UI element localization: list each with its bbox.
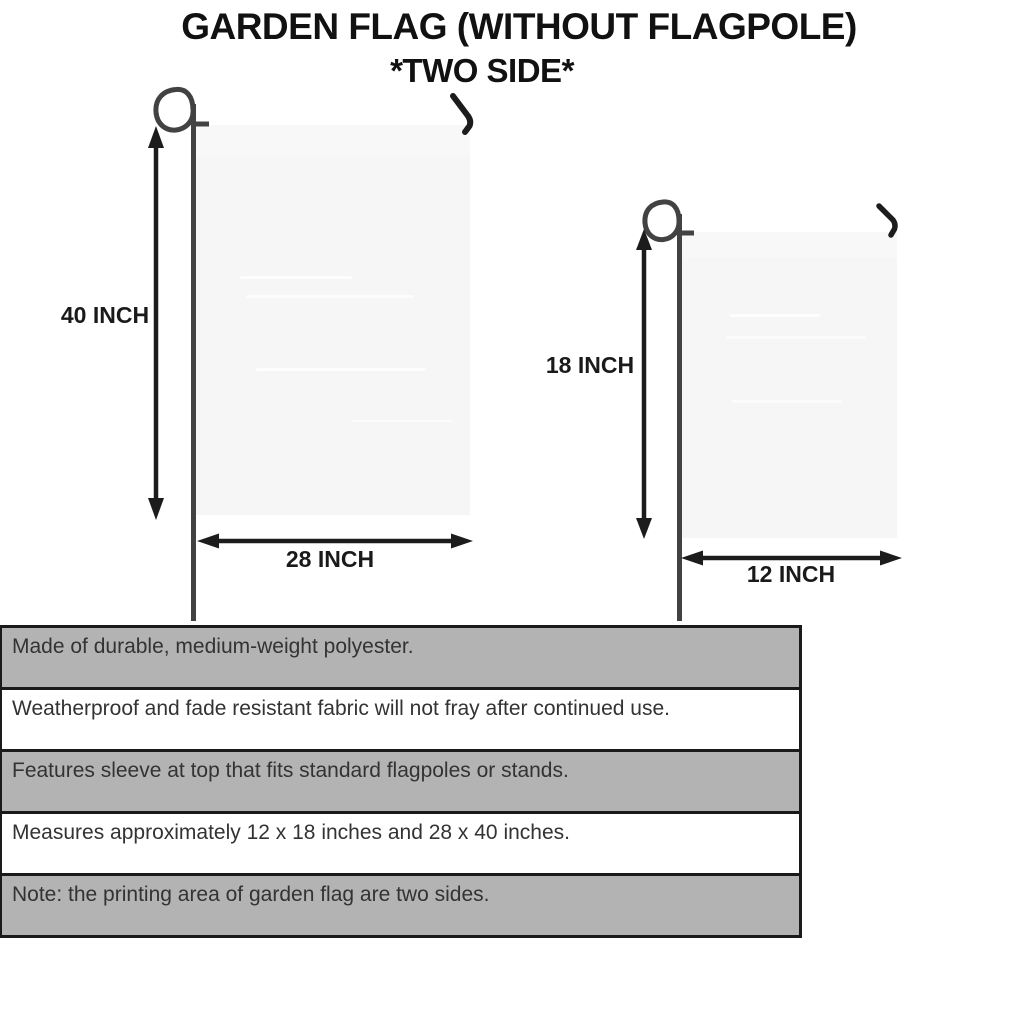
large-flag-cloth xyxy=(193,125,470,515)
small-flagpole-loop-icon xyxy=(645,202,679,240)
feature-row: Note: the printing area of garden flag are two sides. xyxy=(2,876,799,935)
small-flag-width-label: 12 INCH xyxy=(746,561,836,587)
feature-row: Weatherproof and fade resistant fabric will not fray after continued use. xyxy=(2,690,799,752)
small-flagpole-hook-icon xyxy=(879,206,895,235)
small-flag-assembly xyxy=(636,202,902,621)
small-flag-cloth xyxy=(679,232,897,538)
large-flag-width-label: 28 INCH xyxy=(285,546,375,572)
small-height-arrow xyxy=(636,229,652,539)
feature-table xyxy=(0,625,802,938)
feature-row: Made of durable, medium-weight polyester. xyxy=(2,628,799,690)
large-flagpole-loop-icon xyxy=(156,89,193,130)
large-flag-height-label: 40 INCH xyxy=(60,302,150,328)
page-title: GARDEN FLAG (WITHOUT FLAGPOLE) xyxy=(181,6,857,47)
page-subtitle: *TWO SIDE* xyxy=(390,52,574,89)
small-flag-height-label: 18 INCH xyxy=(545,352,635,378)
large-flag-sleeve xyxy=(193,125,470,157)
small-flag-sleeve xyxy=(679,232,897,258)
feature-row: Measures approximately 12 x 18 inches and 28 x 40 inches. xyxy=(2,814,799,876)
feature-row: Features sleeve at top that fits standard flagpoles or stands. xyxy=(2,752,799,814)
large-flag-assembly xyxy=(148,89,473,621)
